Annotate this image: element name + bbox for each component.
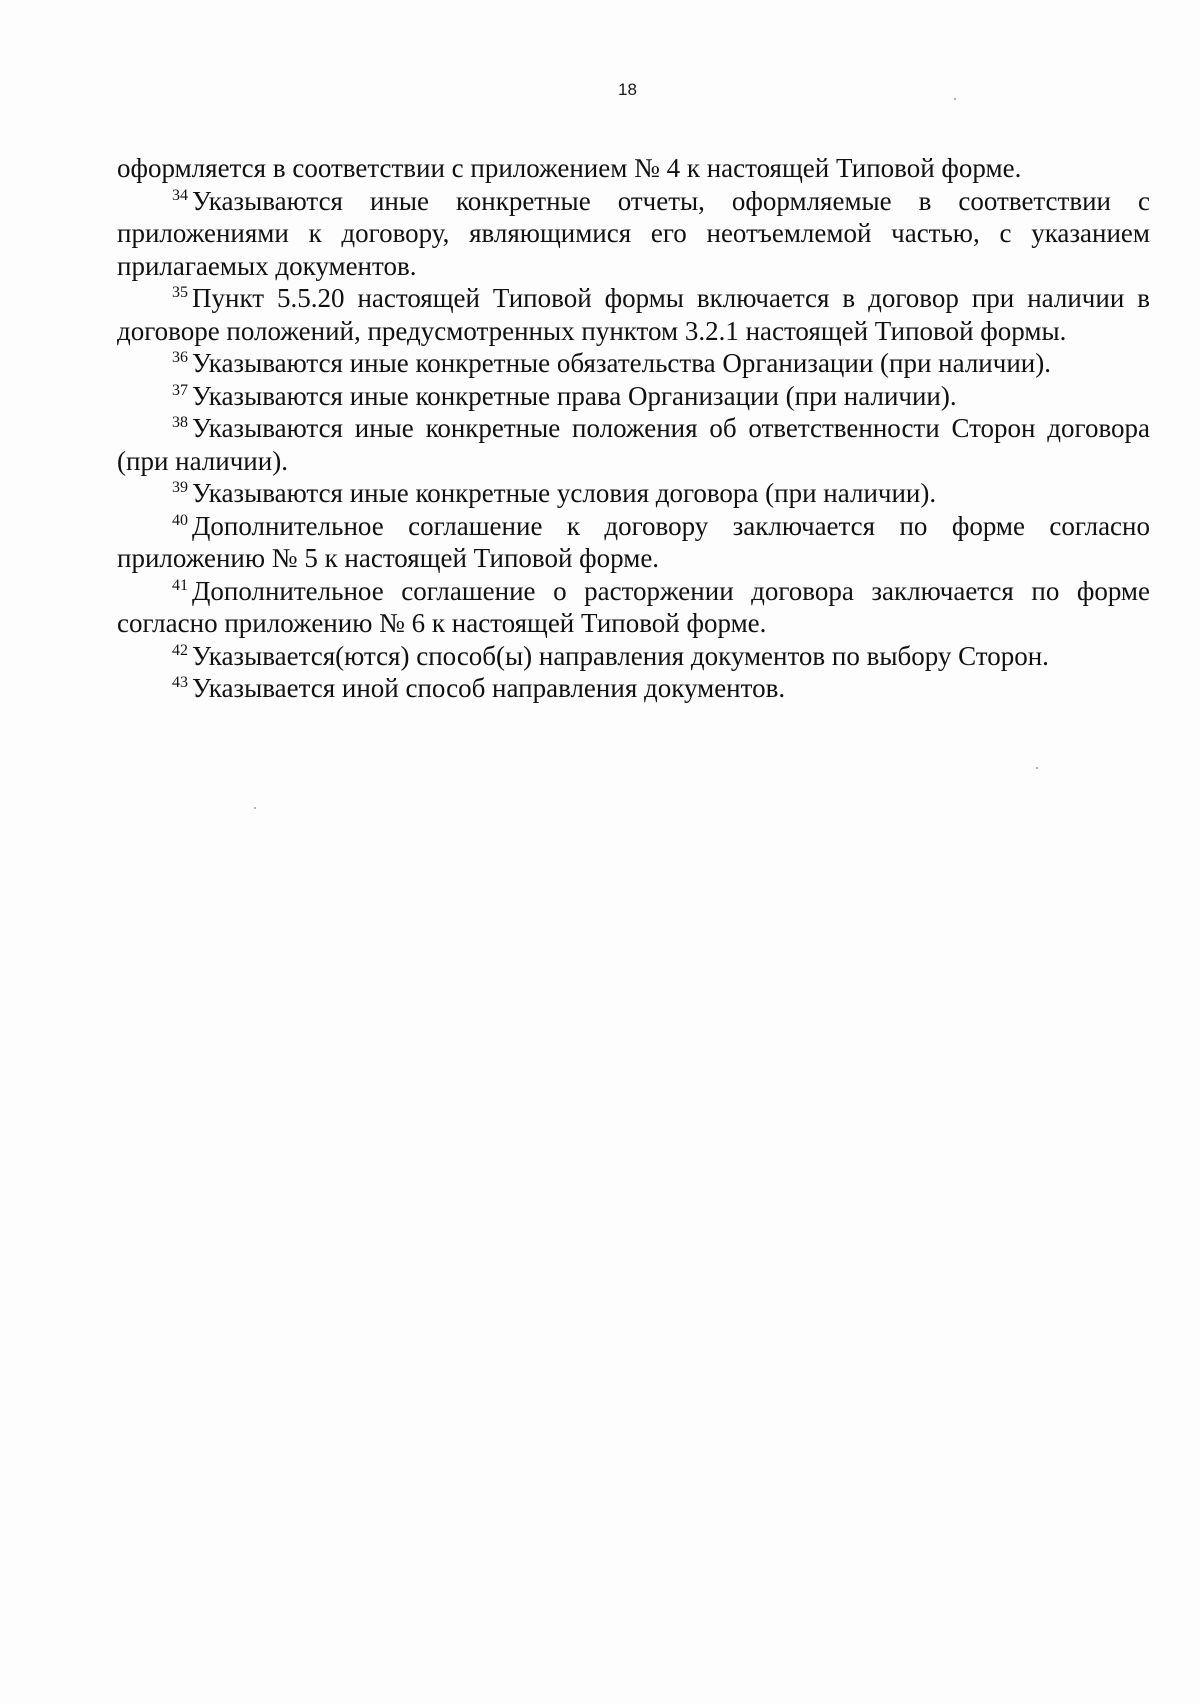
- footnote-text: Указывается(ются) способ(ы) направления документов по выбору Сторон.: [192, 640, 1049, 671]
- footnote-36: [117, 347, 1150, 380]
- footnote-text: Дополнительное соглашение к договору заключается по форме согласно приложению № 5 к настоящей Типовой форме.: [117, 510, 1150, 573]
- footnote-text: Указываются иные конкретные обязательства Организации (при наличии).: [192, 348, 1051, 378]
- footnote-number: 37: [172, 381, 188, 399]
- footnote-34: [117, 185, 1150, 283]
- intro-line: оформляется в соответствии с приложением № 4 к настоящей Типовой форме.: [117, 153, 1022, 183]
- footnote-41: [117, 575, 1150, 640]
- footnote-number: 35: [172, 284, 188, 301]
- footnote-38: [117, 412, 1150, 477]
- footnote-text: Пункт 5.5.20 настоящей Типовой формы включается в договор при наличии в договоре положений, предусмотренных пунктом 3.2.1 настоящей Типовой формы.: [117, 283, 1150, 346]
- footnote-35: [117, 282, 1150, 347]
- footnote-number: 39: [172, 479, 188, 496]
- scan-speck: [1036, 767, 1038, 769]
- footnote-39: [117, 477, 1150, 510]
- footnote-number: 40: [172, 511, 188, 529]
- footnote-number: 43: [172, 674, 188, 691]
- footnote-text: Указывается иной способ направления документов.: [192, 673, 786, 703]
- footnote-37: [117, 380, 1150, 413]
- footnote-text: Указываются иные конкретные положения об ответственности Сторон договора (при наличии).: [117, 413, 1150, 476]
- footnote-text: Дополнительное соглашение о расторжении договора заключается по форме согласно приложению № 6 к настоящей Типовой форме.: [117, 575, 1150, 638]
- footnote-number: 42: [172, 641, 188, 659]
- footnotes-block: [117, 152, 1150, 705]
- scan-speck: [954, 98, 956, 100]
- footnote-text: Указываются иные конкретные условия договора (при наличии).: [192, 478, 937, 508]
- footnote-42: [117, 640, 1150, 673]
- footnote-number: 34: [172, 186, 188, 204]
- footnote-number: 36: [172, 349, 188, 366]
- footnote-text: Указываются иные конкретные права Организации (при наличии).: [192, 380, 957, 411]
- footnote-text: Указываются иные конкретные отчеты, оформляемые в соответствии с приложениями к договору, являющимися его неотъемлемой частью, с указанием прилагаемых документов.: [117, 185, 1150, 281]
- footnote-number: 41: [172, 576, 188, 594]
- footnote-40: [117, 510, 1150, 575]
- footnote-number: 38: [172, 414, 188, 431]
- page-number: 18: [618, 80, 637, 99]
- scan-speck: [254, 807, 256, 809]
- footnote-43: [117, 672, 1150, 705]
